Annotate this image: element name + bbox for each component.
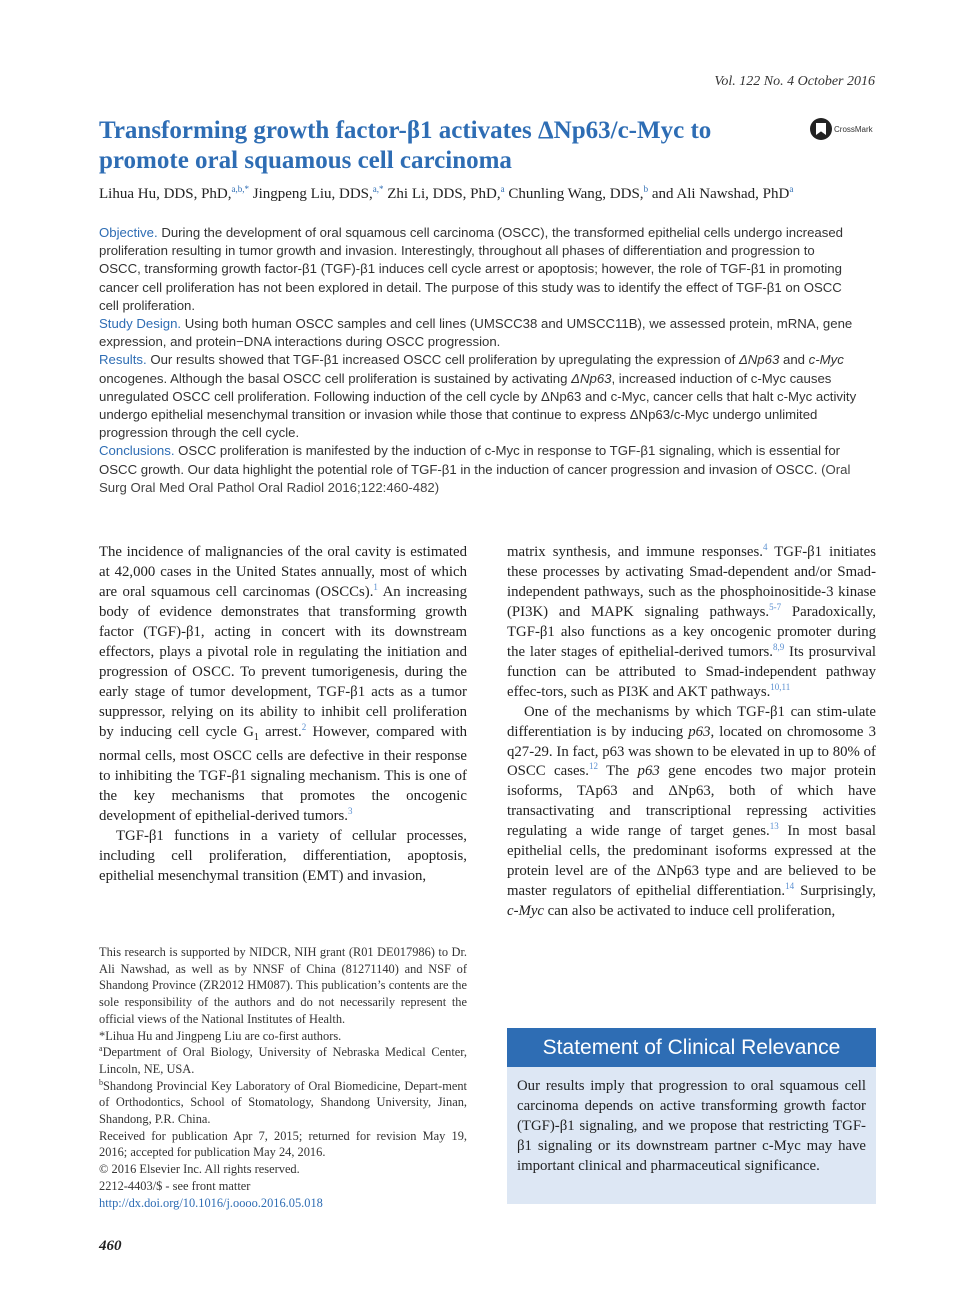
body-paragraph: TGF-β1 functions in a variety of cellular processes, including cell proliferation, differentiation, apoptosis, epithelial mesenchymal transition (EMT) and invasion,: [99, 828, 467, 885]
conclusions-text: OSCC proliferation is manifested by the induction of c-Myc in response to TGF-β1 signaling, which is essential for OSCC growth. Our data highlight the potential role of TGF-β1 in the induction of cancer progression and invasion of OSCC.: [99, 443, 841, 477]
funding-note: This research is supported by NIDCR, NIH grant (R01 DE017986) to Dr. Ali Nawshad, as well as by NNSF of China (81271140) and NSF of Shandong Province (ZR2012 HM087). This publication’s contents are the sole responsibility of the authors and do not necessarily represent the official views of the National Institutes of Health.: [99, 945, 467, 1026]
abstract: [99, 224, 859, 497]
author-name: and Ali Nawshad, PhD: [651, 186, 790, 202]
copyright: © 2016 Elsevier Inc. All rights reserved.: [99, 1162, 300, 1177]
author-list: [99, 184, 889, 203]
body-paragraph: The incidence of malignancies of the oral cavity is estimated at 42,000 cases in the United States annually, most of which are oral squamous cell carcinomas (OSCCs).$^1$ An increasing body of evidence demonstrates that transforming growth factor (TGF)-β1, acting in concert with its downstream effectors, plays a pivotal role in regulating the initiation and progression of OSCC. To prevent tumorigenesis, during the early stage of tumor development, TGF-β1 acts as a tumor suppressor, relying on its ability to inhibit cell proliferation by inducing cell cycle $G_1$ arrest.$^2$ However, compared with normal cells, most OSCC cells are defective in their response to inhibiting the TGF-β1 signaling mechanism. This is one of the key mechanisms that promotes the oncogenic development of epithelial-derived tumors.$^3$: [99, 544, 467, 825]
results-label: Results.: [99, 352, 147, 368]
clinical-relevance-title: Statement of Clinical Relevance: [507, 1028, 876, 1067]
crossmark-label: CrossMark: [834, 124, 873, 134]
body-paragraph: One of the mechanisms by which TGF-β1 can stim-ulate differentiation is by inducing p63, located on chromosome 3 q27-29. In fact, p63 was shown to be elevated in up to 80% of OSCC cases.$^{12}$ The p63 gene encodes two major protein isoforms, TAp63 and ΔNp63, both of which have transactivating and transcriptional repressing activities regulating a wide range of target genes.$^{13}$ In most basal epithelial cells, the predominant isoforms expressed at the protein level are of the ΔNp63 type and are believed to be master regulators of epithelial differentiation.$^{14}$ Surprisingly, c-Myc can also be activated to induce cell proliferation,: [507, 703, 876, 920]
body-paragraph: matrix synthesis, and immune responses.$^4$ TGF-β1 initiates these processes by activating Smad-dependent and/or Smad-independent pathways, such as the phosphoinositide-3 kinase (PI3K) and MAPK signaling pathways.$^{5-7}$ Paradoxically, TGF-β1 also functions as a key oncogenic promoter during the later stages of epithelial-derived tumors.$^{8,9}$ Its prosurvival function can be attributed to Smad-independent pathway effec-tors, such as PI3K and AKT pathways.$^{10,11}$: [507, 542, 877, 700]
author-affiliation[interactable]: a,*: [372, 184, 384, 194]
gene-name: ΔNp63: [738, 352, 780, 368]
affiliation-a: $^a$Department of Oral Biology, University of Nebraska Medical Center, Lincoln, NE, USA.: [99, 1044, 467, 1076]
reference-link[interactable]: 14: [785, 881, 795, 892]
gene-name: p63: [688, 723, 711, 740]
author-name: Lihua Hu, DDS, PhD,: [99, 186, 232, 202]
doi-link[interactable]: http://dx.doi.org/10.1016/j.oooo.2016.05.018: [99, 1195, 323, 1210]
results-text: Our results showed that TGF-β1 increased OSCC cell proliferation by upregulating the expression of: [150, 352, 736, 368]
body-column-left: [99, 543, 467, 887]
crossmark-icon: [810, 118, 832, 140]
reference-link[interactable]: 10,11: [770, 681, 791, 692]
page-number: 460: [99, 1238, 122, 1254]
author-affiliation[interactable]: b: [643, 184, 649, 194]
author-affiliation[interactable]: a: [500, 184, 505, 194]
abstract-conclusions: [99, 442, 859, 497]
author-affiliation[interactable]: a: [789, 184, 794, 194]
gene-name: p63: [637, 763, 660, 780]
results-text: , increased induction of c-Myc causes unregulated OSCC cell proliferation. Following induction of the cell cycle by ΔNp63 and c-Myc, cancer cells that halt c-Myc activity undergo epithelial mesenchymal transition or invasion while those that continue to express ΔNp63/c-Myc undergo unlimited progression through the cell cycle.: [99, 370, 857, 441]
clinical-relevance-body: Our results imply that progression to oral squamous cell carcinoma depends on active transforming growth factor (TGF)-β1 signaling, and we propose that restricting TGF-β1 signaling or its downstream partner c-Myc may have important clinical and pharmaceutical significance.: [507, 1067, 876, 1204]
gene-name: c-Myc: [507, 903, 544, 920]
author-name: Chunling Wang, DDS,: [508, 186, 644, 202]
objective-text: During the development of oral squamous cell carcinoma (OSCC), the transformed epithelial cells undergo increased proliferation resulting in tumor growth and invasion. Interestingly, throughout all phases of differentiation and progression to OSCC, transforming growth factor-β1 (TGF)-β1 induces cell cycle arrest or apoptosis; however, the role of TGF-β1 in promoting cancer cell proliferation has not been explored in detail. The purpose of this study was to identify the effect of TGF-β1 on OSCC cell proliferation.: [99, 225, 844, 313]
reference-link[interactable]: 2: [301, 721, 307, 732]
objective-label: Objective.: [99, 225, 158, 240]
reference-link[interactable]: 8,9: [772, 641, 785, 652]
author-name: Zhi Li, DDS, PhD,: [387, 186, 501, 202]
reference-link[interactable]: 13: [769, 821, 779, 832]
received-dates: Received for publication Apr 7, 2015; returned for revision May 19, 2016; accepted for publication May 24, 2016.: [99, 1128, 467, 1160]
abstract-study-design: [99, 315, 859, 351]
subscript: 1: [253, 731, 259, 743]
gene-name: ΔNp63: [571, 370, 612, 386]
cofirst-note: *Lihua Hu and Jingpeng Liu are co-first authors.: [99, 1028, 342, 1043]
abstract-results: [99, 351, 859, 442]
reference-link[interactable]: 5-7: [769, 601, 782, 612]
results-text: and: [782, 352, 805, 368]
study-design-text: Using both human OSCC samples and cell lines (UMSCC38 and UMSCC11B), we assessed protein, mRNA, gene expression, and protein−DNA interactions during OSCC progression.: [99, 316, 853, 350]
reference-link[interactable]: 1: [373, 581, 378, 592]
study-design-label: Study Design.: [99, 316, 182, 332]
crossmark-button[interactable]: [810, 118, 873, 140]
reference-link[interactable]: 4: [762, 542, 768, 553]
abstract-objective: [99, 224, 859, 315]
gene-name: c-Myc: [808, 352, 844, 368]
affiliation-b: $^b$Shandong Provincial Key Laboratory of Oral Biomedicine, Depart-ment of Orthodontics, School of Stomatology, Shandong University, Jinan, Shandong, P.R. China.: [99, 1077, 467, 1127]
reference-link[interactable]: 12: [588, 761, 598, 772]
journal-citation: (Oral Surg Oral Med Oral Pathol Oral Radiol 2016;122:460-482): [99, 461, 851, 495]
footnotes: [99, 944, 467, 1211]
issn: 2212-4403/$ - see front matter: [99, 1178, 251, 1193]
article-title: Transforming growth factor-β1 activates ΔNp63/c-Myc to promote oral squamous cell carcinoma: [99, 117, 712, 174]
reference-link[interactable]: 3: [348, 806, 353, 817]
conclusions-label: Conclusions.: [99, 443, 175, 459]
author-affiliation[interactable]: a,b,*: [231, 184, 250, 194]
results-text: oncogenes. Although the basal OSCC cell proliferation is sustained by activating: [99, 370, 568, 386]
body-column-right: [507, 543, 876, 922]
author-name: Jingpeng Liu, DDS,: [252, 186, 373, 202]
journal-issue: Vol. 122 No. 4 October 2016: [714, 74, 875, 89]
